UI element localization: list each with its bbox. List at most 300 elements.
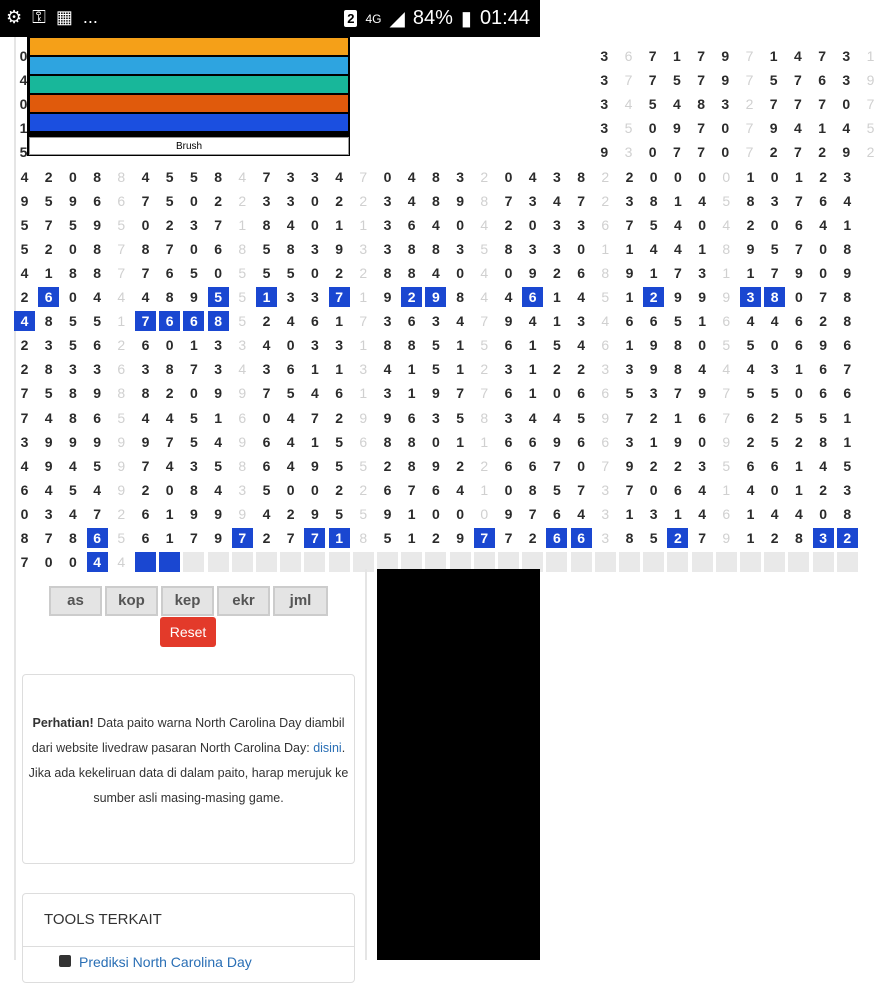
grid-cell[interactable]: 1 — [329, 528, 350, 548]
grid-cell[interactable]: 8 — [407, 264, 416, 281]
grid-cell[interactable]: 3 — [813, 528, 834, 548]
grid-cell[interactable]: 3 — [44, 337, 53, 354]
grid-cell[interactable]: 7 — [552, 457, 561, 474]
grid-cell[interactable]: 8 — [764, 287, 785, 307]
grid-cell[interactable]: 4 — [793, 48, 802, 64]
grid-cell[interactable]: 5 — [44, 385, 53, 402]
grid-cell[interactable]: 0 — [68, 168, 77, 185]
grid-cell[interactable]: 3 — [624, 144, 633, 161]
grid-cell[interactable]: 1 — [625, 505, 634, 522]
grid-cell[interactable]: 8 — [208, 311, 229, 331]
grid-cell[interactable]: 4 — [93, 289, 101, 305]
grid-cell[interactable]: 2 — [625, 168, 634, 185]
grid-cell[interactable]: 9 — [117, 457, 126, 474]
grid-cell[interactable]: 1 — [746, 530, 755, 546]
grid-cell[interactable]: 6 — [577, 433, 585, 450]
grid-cell[interactable]: 7 — [793, 72, 802, 89]
grid-cell[interactable]: 8 — [407, 240, 416, 257]
grid-cell[interactable] — [716, 552, 737, 572]
grid-cell[interactable]: 1 — [310, 433, 319, 450]
grid-cell[interactable]: 3 — [431, 313, 440, 330]
grid-cell[interactable]: 3 — [843, 168, 852, 185]
grid-cell[interactable]: 7 — [625, 481, 634, 498]
grid-cell[interactable]: 8 — [68, 264, 77, 281]
grid-cell[interactable]: 6 — [528, 457, 537, 474]
grid-cell[interactable]: 6 — [722, 505, 731, 522]
grid-cell[interactable]: 3 — [552, 240, 561, 257]
grid-cell[interactable]: 6 — [649, 313, 658, 330]
grid-cell[interactable] — [135, 552, 156, 572]
grid-cell[interactable]: 2 — [480, 457, 489, 474]
grid-cell[interactable]: 4 — [528, 168, 537, 185]
grid-cell[interactable]: 4 — [383, 361, 392, 378]
grid-cell[interactable]: 5 — [359, 505, 368, 522]
grid-cell[interactable] — [183, 552, 204, 572]
grid-cell[interactable]: 0 — [68, 554, 77, 571]
grid-cell[interactable]: 9 — [189, 505, 198, 522]
grid-cell[interactable]: 3 — [262, 361, 271, 378]
grid-cell[interactable]: 2 — [359, 264, 368, 281]
grid-cell[interactable]: 7 — [698, 530, 706, 546]
grid-cell[interactable]: 3 — [600, 120, 609, 137]
grid-cell[interactable]: 6 — [577, 264, 585, 281]
grid-cell[interactable]: 7 — [474, 528, 495, 548]
grid-cell[interactable]: 6 — [407, 216, 416, 233]
grid-cell[interactable]: 7 — [745, 72, 754, 89]
grid-cell[interactable]: 5 — [769, 72, 778, 89]
grid-cell[interactable]: 5 — [866, 120, 875, 137]
grid-cell[interactable]: 8 — [238, 457, 247, 474]
grid-cell[interactable]: 9 — [866, 72, 875, 89]
grid-cell[interactable]: 2 — [746, 216, 755, 233]
grid-cell[interactable]: 0 — [456, 505, 464, 522]
grid-cell[interactable]: 1 — [794, 481, 803, 498]
grid-cell[interactable]: 6 — [93, 409, 101, 426]
grid-cell[interactable]: 3 — [20, 433, 29, 450]
grid-cell[interactable]: 5 — [93, 313, 101, 330]
as-button[interactable]: as — [49, 586, 102, 616]
brush-button[interactable]: Brush — [29, 137, 349, 155]
grid-cell[interactable]: 3 — [310, 240, 319, 257]
grid-cell[interactable]: 5 — [214, 457, 222, 474]
grid-cell[interactable]: 1 — [407, 505, 416, 522]
grid-cell[interactable] — [280, 552, 301, 572]
grid-cell[interactable]: 3 — [286, 289, 295, 305]
grid-cell[interactable]: 5 — [746, 337, 755, 354]
grid-cell[interactable] — [619, 552, 640, 572]
grid-cell[interactable]: 4 — [310, 385, 319, 402]
grid-cell[interactable]: 8 — [44, 361, 53, 378]
grid-cell[interactable]: 6 — [843, 337, 852, 354]
grid-cell[interactable]: 7 — [794, 240, 803, 257]
grid-cell[interactable]: 3 — [383, 313, 392, 330]
grid-cell[interactable]: 2 — [214, 192, 222, 209]
grid-cell[interactable]: 2 — [335, 192, 343, 209]
grid-cell[interactable]: 2 — [649, 409, 658, 426]
grid-cell[interactable]: 9 — [769, 120, 778, 137]
grid-cell[interactable]: 2 — [44, 240, 53, 257]
grid-cell[interactable]: 1 — [335, 313, 343, 330]
grid-cell[interactable]: 1 — [165, 505, 174, 522]
grid-cell[interactable]: 5 — [20, 216, 29, 233]
grid-cell[interactable]: 5 — [722, 192, 731, 209]
brush-color-lightblue[interactable] — [30, 57, 348, 74]
grid-cell[interactable]: 0 — [286, 337, 295, 354]
grid-cell[interactable]: 4 — [819, 216, 827, 233]
grid-cell[interactable]: 5 — [286, 264, 295, 281]
grid-cell[interactable]: 2 — [480, 361, 489, 378]
grid-cell[interactable]: 1 — [310, 361, 319, 378]
grid-cell[interactable]: 0 — [842, 96, 851, 113]
grid-cell[interactable]: 7 — [673, 385, 682, 402]
grid-cell[interactable]: 0 — [770, 337, 779, 354]
grid-cell[interactable]: 5 — [722, 337, 731, 354]
grid-cell[interactable]: 2 — [528, 530, 537, 546]
grid-cell[interactable]: 3 — [238, 337, 247, 354]
grid-cell[interactable]: 9 — [383, 505, 392, 522]
grid-cell[interactable]: 7 — [769, 96, 778, 113]
grid-cell[interactable]: 5 — [843, 457, 852, 474]
grid-cell[interactable]: 9 — [93, 385, 101, 402]
grid-cell[interactable]: 3 — [214, 361, 222, 378]
grid-cell[interactable]: 0 — [504, 168, 513, 185]
grid-cell[interactable]: 6 — [504, 433, 513, 450]
grid-cell[interactable]: 2 — [383, 457, 392, 474]
grid-cell[interactable]: 2 — [20, 337, 29, 354]
grid-cell[interactable]: 3 — [600, 72, 609, 89]
grid-cell[interactable]: 0 — [68, 240, 77, 257]
grid-cell[interactable]: 3 — [504, 361, 513, 378]
grid-cell[interactable]: 9 — [93, 216, 101, 233]
grid-cell[interactable]: 1 — [698, 313, 706, 330]
grid-cell[interactable]: 8 — [141, 240, 150, 257]
grid-cell[interactable] — [692, 552, 713, 572]
grid-cell[interactable]: 1 — [794, 457, 803, 474]
grid-cell[interactable]: 5 — [625, 385, 634, 402]
grid-cell[interactable]: 9 — [794, 264, 803, 281]
grid-cell[interactable]: 4 — [504, 289, 513, 305]
grid-cell[interactable]: 4 — [456, 313, 464, 330]
grid-cell[interactable]: 2 — [141, 481, 150, 498]
grid-cell[interactable]: 3 — [698, 457, 706, 474]
grid-cell[interactable] — [159, 552, 180, 572]
grid-cell[interactable]: 4 — [407, 168, 416, 185]
grid-cell[interactable]: 2 — [117, 337, 126, 354]
grid-cell[interactable]: 4 — [68, 457, 77, 474]
grid-cell[interactable]: 5 — [770, 240, 779, 257]
grid-cell[interactable]: 0 — [819, 240, 827, 257]
grid-cell[interactable]: 0 — [794, 289, 803, 305]
grid-cell[interactable]: 6 — [552, 505, 561, 522]
grid-cell[interactable]: 6 — [38, 287, 59, 307]
grid-cell[interactable]: 1 — [843, 433, 852, 450]
grid-cell[interactable]: 7 — [697, 144, 705, 161]
grid-cell[interactable]: 8 — [843, 313, 852, 330]
grid-cell[interactable]: 4 — [68, 505, 77, 522]
grid-cell[interactable]: 6 — [722, 313, 731, 330]
grid-cell[interactable]: 8 — [383, 264, 392, 281]
grid-cell[interactable]: 9 — [68, 192, 77, 209]
grid-cell[interactable]: 5 — [93, 457, 101, 474]
grid-cell[interactable]: 6 — [310, 313, 319, 330]
grid-cell[interactable]: 4 — [335, 168, 343, 185]
grid-cell[interactable]: 4 — [165, 457, 174, 474]
grid-cell[interactable]: 4 — [87, 552, 108, 572]
grid-cell[interactable]: 6 — [601, 385, 610, 402]
grid-cell[interactable]: 3 — [286, 192, 295, 209]
grid-cell[interactable]: 7 — [20, 385, 29, 402]
grid-cell[interactable]: 7 — [480, 313, 489, 330]
grid-cell[interactable] — [256, 552, 277, 572]
grid-cell[interactable]: 9 — [843, 264, 852, 281]
grid-cell[interactable]: 9 — [68, 433, 77, 450]
grid-cell[interactable]: 8 — [528, 481, 537, 498]
grid-cell[interactable]: 6 — [528, 433, 537, 450]
grid-cell[interactable]: 9 — [698, 385, 706, 402]
grid-cell[interactable]: 1 — [528, 337, 537, 354]
grid-cell[interactable]: 8 — [577, 168, 585, 185]
grid-cell[interactable]: 8 — [117, 168, 126, 185]
grid-cell[interactable]: 1 — [746, 168, 755, 185]
grid-cell[interactable] — [353, 552, 374, 572]
grid-cell[interactable]: 5 — [819, 409, 827, 426]
grid-cell[interactable]: 2 — [504, 216, 513, 233]
grid-cell[interactable]: 4 — [286, 313, 295, 330]
grid-cell[interactable]: 4 — [286, 433, 295, 450]
grid-cell[interactable]: 7 — [135, 311, 156, 331]
grid-cell[interactable]: 7 — [866, 96, 875, 113]
grid-cell[interactable]: 6 — [698, 409, 706, 426]
grid-cell[interactable]: 5 — [601, 289, 610, 305]
grid-cell[interactable]: 0 — [310, 216, 319, 233]
grid-cell[interactable]: 9 — [819, 337, 827, 354]
grid-cell[interactable]: 9 — [721, 48, 730, 64]
grid-cell[interactable]: 4 — [431, 216, 440, 233]
grid-cell[interactable]: 9 — [721, 72, 730, 89]
grid-cell[interactable]: 4 — [698, 361, 706, 378]
jml-button[interactable]: jml — [273, 586, 328, 616]
grid-cell[interactable]: 0 — [770, 168, 779, 185]
grid-cell[interactable]: 8 — [93, 264, 101, 281]
brush-color-teal[interactable] — [30, 76, 348, 93]
grid-cell[interactable]: 4 — [214, 481, 222, 498]
grid-cell[interactable]: 1 — [456, 433, 464, 450]
grid-cell[interactable]: 2 — [577, 361, 585, 378]
grid-cell[interactable]: 9 — [672, 120, 681, 137]
grid-cell[interactable]: 8 — [68, 530, 77, 546]
grid-cell[interactable]: 2 — [431, 530, 440, 546]
grid-cell[interactable]: 4 — [262, 505, 271, 522]
grid-cell[interactable]: 2 — [456, 457, 464, 474]
grid-cell[interactable]: 1 — [843, 409, 852, 426]
grid-cell[interactable]: 4 — [238, 361, 247, 378]
grid-cell[interactable]: 3 — [552, 216, 561, 233]
grid-cell[interactable]: 7 — [745, 120, 754, 137]
grid-cell[interactable]: 7 — [843, 361, 852, 378]
grid-cell[interactable]: 6 — [359, 433, 368, 450]
grid-cell[interactable]: 6 — [625, 313, 634, 330]
grid-cell[interactable]: 0 — [649, 168, 658, 185]
grid-cell[interactable]: 7 — [189, 530, 198, 546]
grid-cell[interactable]: 7 — [697, 48, 705, 64]
grid-cell[interactable]: 7 — [141, 264, 150, 281]
grid-cell[interactable]: 7 — [625, 409, 634, 426]
grid-cell[interactable]: 5 — [165, 168, 174, 185]
grid-cell[interactable]: 3 — [383, 192, 392, 209]
grid-cell[interactable]: 5 — [238, 289, 247, 305]
grid-cell[interactable]: 4 — [165, 409, 174, 426]
grid-cell[interactable]: 4 — [431, 264, 440, 281]
brush-color-orange[interactable] — [30, 38, 348, 55]
grid-cell[interactable]: 1 — [722, 481, 731, 498]
grid-cell[interactable]: 5 — [238, 313, 247, 330]
grid-cell[interactable]: 6 — [504, 337, 513, 354]
grid-cell[interactable]: 7 — [625, 216, 634, 233]
grid-cell[interactable]: 7 — [20, 409, 29, 426]
brush-panel[interactable] — [27, 37, 350, 156]
grid-cell[interactable]: 2 — [117, 505, 126, 522]
grid-cell[interactable]: 3 — [214, 337, 222, 354]
grid-cell[interactable]: 6 — [819, 361, 827, 378]
grid-cell[interactable]: 5 — [552, 481, 561, 498]
grid-cell[interactable]: 4 — [746, 313, 755, 330]
grid-cell[interactable]: 0 — [44, 554, 53, 571]
grid-cell[interactable]: 3 — [552, 168, 561, 185]
grid-cell[interactable]: 2 — [401, 287, 422, 307]
grid-cell[interactable] — [329, 552, 350, 572]
grid-cell[interactable]: 3 — [740, 287, 761, 307]
grid-cell[interactable]: 7 — [480, 385, 489, 402]
grid-cell[interactable]: 4 — [770, 505, 779, 522]
grid-cell[interactable]: 0 — [770, 216, 779, 233]
grid-cell[interactable]: 6 — [746, 409, 755, 426]
grid-cell[interactable]: 5 — [68, 313, 77, 330]
grid-cell[interactable]: 9 — [335, 240, 343, 257]
grid-cell[interactable]: 7 — [165, 240, 174, 257]
grid-cell[interactable]: 4 — [577, 505, 585, 522]
grid-cell[interactable]: 9 — [649, 361, 658, 378]
grid-cell[interactable]: 3 — [310, 168, 319, 185]
grid-cell[interactable]: 0 — [504, 481, 513, 498]
notice-link[interactable]: disini — [313, 741, 342, 755]
grid-cell[interactable]: 4 — [698, 192, 706, 209]
grid-cell[interactable]: 6 — [770, 457, 779, 474]
grid-cell[interactable]: 8 — [44, 313, 53, 330]
grid-cell[interactable]: 2 — [552, 264, 561, 281]
grid-cell[interactable]: 0 — [698, 433, 706, 450]
grid-cell[interactable]: 8 — [383, 337, 392, 354]
grid-cell[interactable]: 8 — [93, 240, 101, 257]
grid-cell[interactable]: 1 — [165, 530, 174, 546]
grid-cell[interactable]: 2 — [837, 528, 858, 548]
kep-button[interactable]: kep — [161, 586, 214, 616]
grid-cell[interactable] — [304, 552, 325, 572]
grid-cell[interactable]: 2 — [866, 144, 875, 161]
grid-cell[interactable]: 3 — [310, 337, 319, 354]
grid-cell[interactable]: 8 — [189, 481, 198, 498]
grid-cell[interactable]: 6 — [93, 337, 101, 354]
grid-cell[interactable]: 2 — [359, 192, 368, 209]
grid-cell[interactable]: 4 — [480, 289, 489, 305]
grid-cell[interactable]: 2 — [601, 168, 610, 185]
grid-cell[interactable]: 3 — [456, 240, 464, 257]
grid-cell[interactable]: 7 — [20, 554, 29, 571]
grid-cell[interactable]: 0 — [310, 192, 319, 209]
grid-cell[interactable]: 6 — [407, 409, 416, 426]
grid-cell[interactable]: 3 — [141, 361, 150, 378]
grid-cell[interactable]: 7 — [722, 385, 731, 402]
grid-cell[interactable]: 2 — [286, 505, 295, 522]
grid-cell[interactable]: 1 — [528, 385, 537, 402]
grid-cell[interactable]: 6 — [383, 481, 392, 498]
grid-cell[interactable]: 3 — [601, 530, 610, 546]
grid-cell[interactable]: 7 — [359, 168, 368, 185]
grid-cell[interactable]: 2 — [770, 409, 779, 426]
grid-cell[interactable]: 6 — [141, 505, 150, 522]
grid-cell[interactable]: 9 — [625, 457, 634, 474]
grid-cell[interactable]: 1 — [528, 361, 537, 378]
grid-cell[interactable]: 9 — [431, 457, 440, 474]
grid-cell[interactable]: 1 — [625, 337, 634, 354]
grid-cell[interactable]: 5 — [68, 216, 77, 233]
grid-cell[interactable]: 7 — [359, 313, 368, 330]
grid-cell[interactable]: 2 — [165, 385, 174, 402]
grid-cell[interactable]: 0 — [721, 144, 730, 161]
grid-cell[interactable]: 4 — [794, 505, 803, 522]
grid-cell[interactable]: 7 — [304, 528, 325, 548]
grid-cell[interactable]: 8 — [286, 240, 295, 257]
grid-cell[interactable]: 4 — [480, 216, 489, 233]
grid-cell[interactable]: 4 — [746, 481, 755, 498]
grid-cell[interactable]: 4 — [20, 457, 29, 474]
grid-cell[interactable]: 7 — [528, 505, 537, 522]
grid-cell[interactable]: 5 — [335, 457, 343, 474]
grid-cell[interactable]: 0 — [577, 457, 585, 474]
grid-cell[interactable]: 7 — [577, 192, 585, 209]
grid-cell[interactable]: 0 — [648, 144, 657, 161]
grid-cell[interactable]: 4 — [746, 361, 755, 378]
grid-cell[interactable]: 8 — [794, 530, 803, 546]
grid-cell[interactable]: 0 — [528, 216, 537, 233]
grid-cell[interactable]: 2 — [746, 433, 755, 450]
grid-cell[interactable]: 3 — [383, 216, 392, 233]
grid-cell[interactable]: 3 — [189, 457, 198, 474]
grid-cell[interactable]: 0 — [819, 264, 827, 281]
grid-cell[interactable]: 3 — [600, 96, 609, 113]
grid-cell[interactable]: 0 — [698, 337, 706, 354]
grid-cell[interactable]: 7 — [794, 192, 803, 209]
grid-cell[interactable]: 2 — [794, 433, 803, 450]
grid-cell[interactable]: 2 — [770, 530, 779, 546]
grid-cell[interactable]: 1 — [672, 48, 681, 64]
grid-cell[interactable]: 0 — [456, 264, 464, 281]
grid-cell[interactable]: 0 — [552, 385, 561, 402]
grid-cell[interactable]: 9 — [20, 192, 29, 209]
grid-cell[interactable]: 5 — [335, 505, 343, 522]
grid-cell[interactable]: 5 — [383, 530, 392, 546]
grid-cell[interactable]: 1 — [794, 361, 803, 378]
grid-cell[interactable]: 6 — [819, 385, 827, 402]
grid-cell[interactable]: 4 — [141, 409, 150, 426]
grid-cell[interactable]: 0 — [648, 120, 657, 137]
grid-cell[interactable]: 0 — [189, 240, 198, 257]
grid-cell[interactable]: 1 — [722, 264, 731, 281]
grid-cell[interactable]: 6 — [159, 311, 180, 331]
grid-cell[interactable]: 9 — [673, 289, 682, 305]
grid-cell[interactable]: 4 — [698, 481, 706, 498]
grid-cell[interactable]: 6 — [794, 337, 803, 354]
grid-cell[interactable]: 9 — [44, 457, 53, 474]
